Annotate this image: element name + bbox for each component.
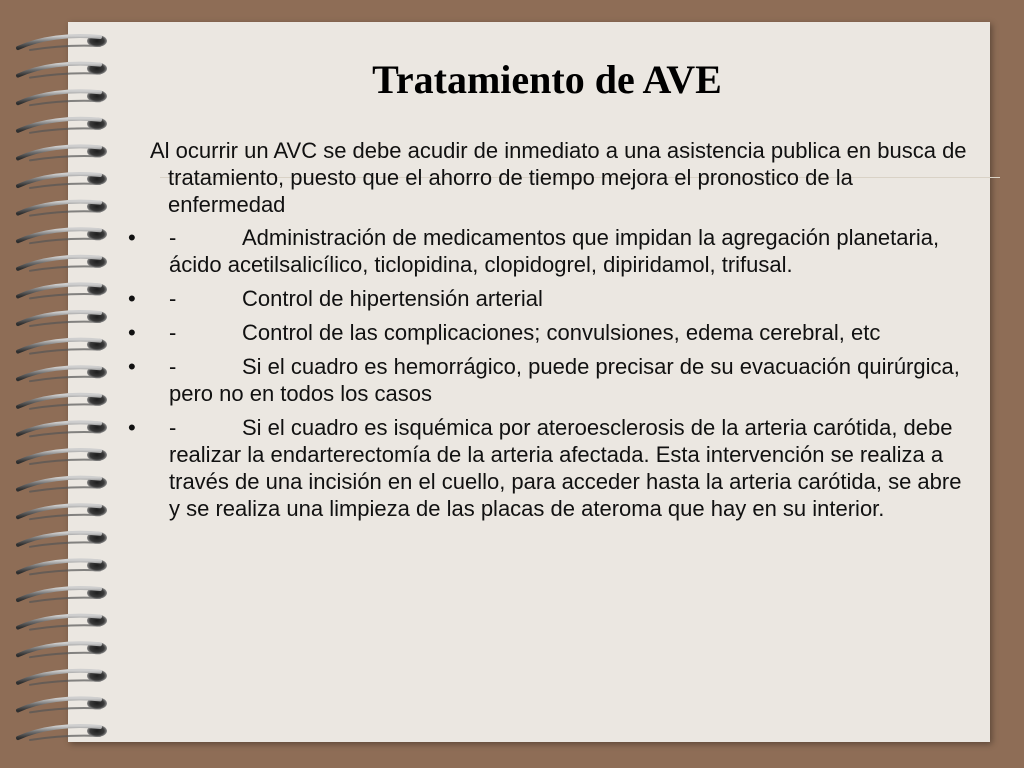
spiral-ring (18, 339, 107, 354)
spiral-ring (18, 642, 107, 657)
spiral-ring (18, 559, 107, 574)
spiral-ring (18, 587, 107, 602)
spiral-ring (18, 366, 107, 381)
spiral-ring (18, 173, 107, 188)
dash-marker: - (169, 286, 177, 311)
list-item-text: Si el cuadro es isquémica por ateroesclerosis de la arteria carótida, debe realizar la endarterectomía de la arteria afectada. Esta intervención se realiza a través de una incisión en el cuello, para acceder hasta la arteria carótida, se abre y se realiza una limpieza de las placas de ateroma que hay en su interior. (169, 415, 962, 521)
list-item (128, 353, 968, 407)
spiral-ring (18, 725, 107, 740)
bullet-icon: • (128, 286, 136, 311)
dash-marker: - (169, 415, 177, 440)
spiral-ring (18, 145, 107, 160)
spiral-ring (18, 421, 107, 436)
dash-marker: - (169, 320, 177, 345)
dash-marker: - (169, 354, 177, 379)
spiral-ring (18, 256, 107, 271)
bullet-icon: • (128, 320, 136, 345)
intro-paragraph: Al ocurrir un AVC se debe acudir de inmediato a una asistencia publica en busca de tratamiento, puesto que el ahorro de tiempo mejora el pronostico de la enfermedad (150, 138, 967, 217)
spiral-ring (18, 201, 107, 216)
spiral-ring (18, 228, 107, 243)
spiral-ring (18, 35, 107, 50)
list-item (128, 319, 968, 346)
spiral-ring (18, 615, 107, 630)
spiral-ring (18, 283, 107, 298)
bullet-icon: • (128, 415, 136, 440)
spiral-ring (18, 670, 107, 685)
spiral-ring (18, 449, 107, 464)
spiral-binding (0, 0, 140, 768)
spiral-ring (18, 118, 107, 133)
list-item (128, 285, 968, 312)
spiral-ring (18, 697, 107, 712)
spiral-ring (18, 311, 107, 326)
list-item-text: Si el cuadro es hemorrágico, puede precisar de su evacuación quirúrgica, pero no en todos los casos (169, 354, 960, 406)
spiral-ring (18, 477, 107, 492)
spiral-ring (18, 504, 107, 519)
dash-marker: - (169, 225, 177, 250)
spiral-ring (18, 394, 107, 409)
bullet-icon: • (128, 225, 136, 250)
list-item (128, 414, 968, 522)
slide-title: Tratamiento de AVE (372, 57, 722, 102)
list-item-text: Control de las complicaciones; convulsiones, edema cerebral, etc (242, 320, 881, 345)
spiral-ring (18, 532, 107, 547)
slide-body (128, 137, 968, 529)
treatment-list (128, 224, 968, 522)
list-item (128, 224, 968, 278)
bullet-icon: • (128, 354, 136, 379)
list-item-text: Control de hipertensión arterial (242, 286, 543, 311)
list-item-text: Administración de medicamentos que impidan la agregación planetaria, ácido acetilsalicílico, ticlopidina, clopidogrel, dipiridamol, trifusal. (169, 225, 940, 277)
